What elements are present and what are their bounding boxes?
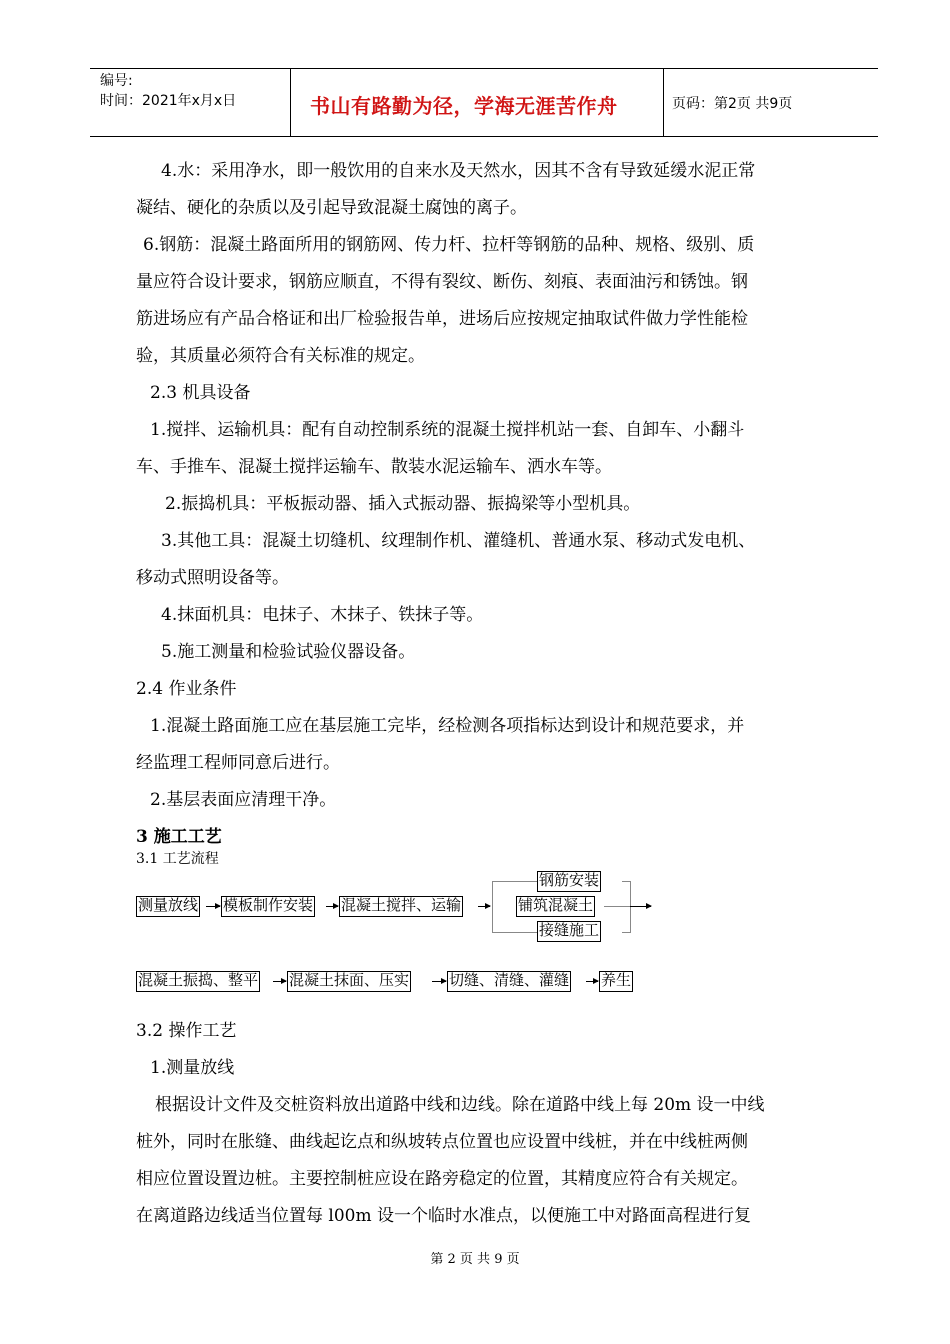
- paragraph-line: 2.振捣机具：平板振动器、插入式振动器、振捣梁等小型机具。: [165, 494, 641, 514]
- paragraph-line: 1.搅拌、运输机具：配有自动控制系统的混凝土搅拌机站一套、自卸车、小翻斗: [150, 420, 745, 440]
- section-heading-2-4: 2.4 作业条件: [136, 679, 237, 699]
- paragraph-line: 筋进场应有产品合格证和出厂检验报告单，进场后应按规定抽取试件做力学性能检: [136, 309, 748, 329]
- flow-arrow: [206, 906, 220, 907]
- flow-arrow: [326, 906, 338, 907]
- flow-branch-line: [630, 881, 631, 933]
- flow-box-curing: 养生: [599, 971, 633, 992]
- flow-box-finish: 混凝土抹面、压实: [287, 971, 411, 992]
- flow-box-formwork: 模板制作安装: [221, 896, 315, 917]
- page-footer: 第 2 页 共 9 页: [430, 1252, 520, 1267]
- header-bottom-border: [90, 136, 878, 137]
- paragraph-line: 4.水：采用净水，即一般饮用的自来水及天然水，因其不含有导致延缓水泥正常: [161, 161, 756, 181]
- flow-box-survey: 测量放线: [136, 896, 200, 917]
- paragraph-line: 移动式照明设备等。: [136, 568, 289, 588]
- header-divider-1: [290, 68, 291, 136]
- section-heading-2-3: 2.3 机具设备: [150, 383, 251, 403]
- flow-box-rebar: 钢筋安装: [537, 871, 601, 892]
- paragraph-line: 2.基层表面应清理干净。: [150, 790, 337, 810]
- flow-box-cutting: 切缝、清缝、灌缝: [447, 971, 571, 992]
- header-top-border: [90, 68, 878, 69]
- paragraph-line: 桩外，同时在胀缝、曲线起讫点和纵坡转点位置也应设置中线桩，并在中线桩两侧: [136, 1132, 748, 1152]
- paragraph-line: 6.钢筋：混凝土路面所用的钢筋网、传力杆、拉杆等钢筋的品种、规格、级别、质: [143, 235, 755, 255]
- flow-arrow: [432, 981, 446, 982]
- flow-arrow: [630, 906, 651, 907]
- paragraph-line: 根据设计文件及交桩资料放出道路中线和边线。除在道路中线上每 20m 设一中线: [155, 1095, 765, 1115]
- paragraph-line: 1.混凝土路面施工应在基层施工完毕，经检测各项指标达到设计和规范要求，并: [150, 716, 745, 736]
- header-page-label: 页码：第2页 共9页: [672, 96, 793, 112]
- paragraph-line: 凝结、硬化的杂质以及引起导致混凝土腐蚀的离子。: [136, 198, 527, 218]
- paragraph-line: 量应符合设计要求，钢筋应顺直，不得有裂纹、断伤、刻痕、表面油污和锈蚀。钢: [136, 272, 748, 292]
- paragraph-line: 5.施工测量和检验试验仪器设备。: [161, 642, 416, 662]
- flow-box-mixing: 混凝土搅拌、运输: [339, 896, 463, 917]
- paragraph-line: 3.其他工具：混凝土切缝机、纹理制作机、灌缝机、普通水泵、移动式发电机、: [161, 531, 756, 551]
- paragraph-line: 验，其质量必须符合有关标准的规定。: [136, 346, 425, 366]
- flow-branch-line: [492, 881, 493, 933]
- flow-branch-line: [604, 906, 630, 907]
- flow-box-vibrate: 混凝土振捣、整平: [136, 971, 260, 992]
- section-heading-3-2: 3.2 操作工艺: [136, 1021, 237, 1041]
- paragraph-line: 相应位置设置边桩。主要控制桩应设在路旁稳定的位置，其精度应符合有关规定。: [136, 1169, 748, 1189]
- section-heading-3: 3 施工工艺: [136, 827, 222, 847]
- flow-branch-line: [492, 932, 538, 933]
- paragraph-line: 4.抹面机具：电抹子、木抹子、铁抹子等。: [161, 605, 484, 625]
- paragraph-line: 经监理工程师同意后进行。: [136, 753, 340, 773]
- flow-arrow: [586, 981, 598, 982]
- flow-arrow: [273, 981, 286, 982]
- paragraph-line: 车、手推车、混凝土搅拌运输车、散装水泥运输车、洒水车等。: [136, 457, 612, 477]
- header-divider-2: [663, 68, 664, 136]
- header-motto: 书山有路勤为径，学海无涯苦作舟: [310, 94, 618, 118]
- flow-arrow: [478, 906, 490, 907]
- header-number-label: 编号:: [100, 73, 133, 89]
- flow-box-paving: 铺筑混凝土: [516, 896, 595, 917]
- subheading-survey: 1.测量放线: [150, 1058, 235, 1078]
- section-heading-3-1: 3.1 工艺流程: [136, 851, 219, 867]
- flow-branch-line: [492, 881, 538, 882]
- flow-box-joint: 接缝施工: [537, 921, 601, 942]
- header-time-label: 时间：2021年x月x日: [100, 93, 237, 109]
- paragraph-line: 在离道路边线适当位置每 l00m 设一个临时水准点，以便施工中对路面高程进行复: [136, 1206, 751, 1226]
